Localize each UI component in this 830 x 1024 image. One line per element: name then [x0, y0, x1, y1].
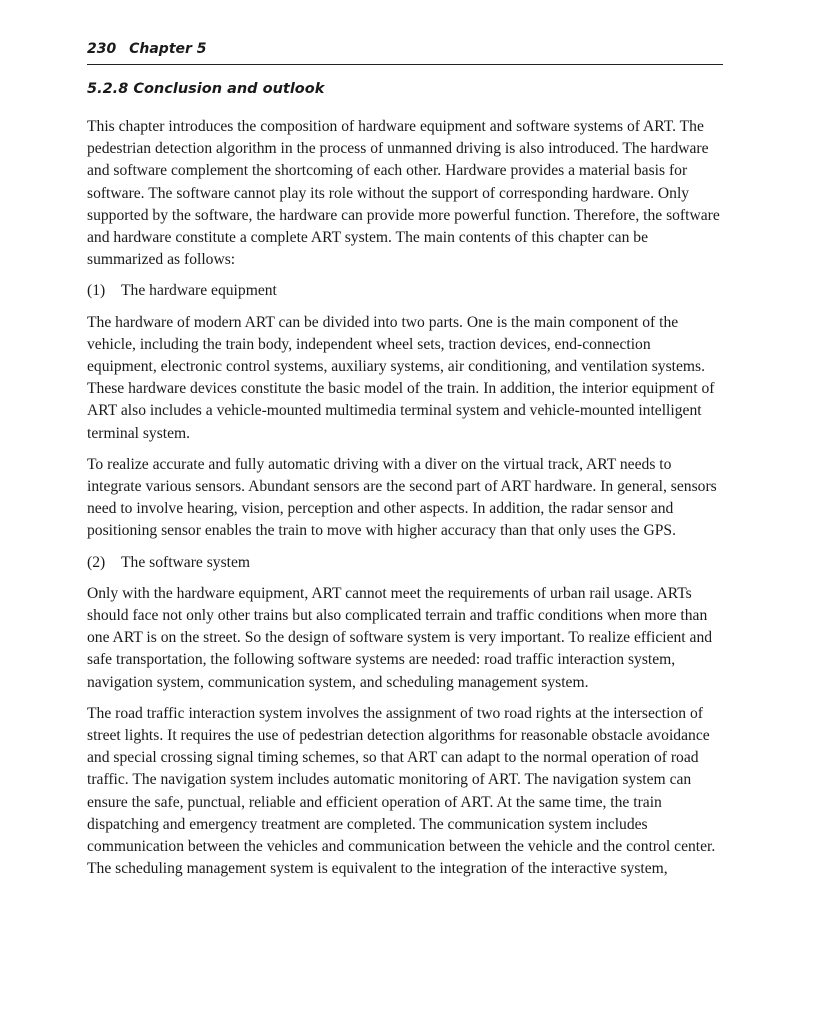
running-head: [87, 38, 723, 65]
list-item-label: The software system: [121, 553, 251, 571]
paragraph-intro: This chapter introduces the composition of hardware equipment and software systems of ART. The pedestrian detection algorithm in the process of unmanned driving is also introduced. The hardware and software complement the shortcoming of each other. Hardware provides a material basis for software. The software cannot play its role without the support of corresponding hardware. Only supported by the software, the hardware can provide more powerful function. Therefore, the software and hardware constitute a complete ART system. The main contents of this chapter can be summarized as follows:: [87, 118, 720, 269]
list-item-software: [87, 552, 723, 574]
list-item-label: The hardware equipment: [121, 282, 277, 300]
chapter-label: Chapter 5: [129, 41, 207, 57]
paragraph-software-systems: The road traffic interaction system involves the assignment of two road rights at the intersection of street lights. It requires the use of pedestrian detection algorithms for reasonable obstacle avoidance and special crossing signal timing schemes, so that ART can adapt to the normal operation of road traffic. The navigation system includes automatic monitoring of ART. The navigation system can ensure the safe, punctual, reliable and efficient operation of ART. At the same time, the train dispatching and emergency treatment are completed. The communication system includes communication between the vehicles and communication between the vehicle and the control center. The scheduling management system is equivalent to the integration of the interactive system,: [87, 704, 716, 878]
paragraph-software-need: Only with the hardware equipment, ART cannot meet the requirements of urban rail usage. ARTs should face not only other trains but also complicated terrain and traffic conditions when more than one ART is on the street. So the design of software system is very important. To realize efficient and safe transportation, the following software systems are needed: road traffic interaction system, navigation system, communication system, and scheduling management system.: [87, 584, 713, 691]
paragraph-hardware-parts: The hardware of modern ART can be divided into two parts. One is the main component of the vehicle, including the train body, independent wheel sets, traction devices, end-connection equipment, electronic control systems, auxiliary systems, air conditioning, and ventilation systems. These hardware devices constitute the basic model of the train. In addition, the interior equipment of ART also includes a vehicle-mounted multimedia terminal system and vehicle-mounted intelligent terminal system.: [87, 313, 715, 442]
page-number: 230: [87, 41, 117, 57]
section-title: 5.2.8 Conclusion and outlook: [87, 81, 325, 97]
body-text: [87, 116, 723, 890]
paragraph-sensors: To realize accurate and fully automatic driving with a diver on the virtual track, ART needs to integrate various sensors. Abundant sensors are the second part of ART hardware. In general, sensors need to involve hearing, vision, perception and other aspects. In addition, the radar sensor and positioning sensor enables the train to move with higher accuracy than that only uses the GPS.: [87, 455, 717, 540]
list-item-hardware: [87, 280, 723, 302]
list-item-number: (1): [87, 282, 106, 300]
list-item-number: (2): [87, 553, 106, 571]
